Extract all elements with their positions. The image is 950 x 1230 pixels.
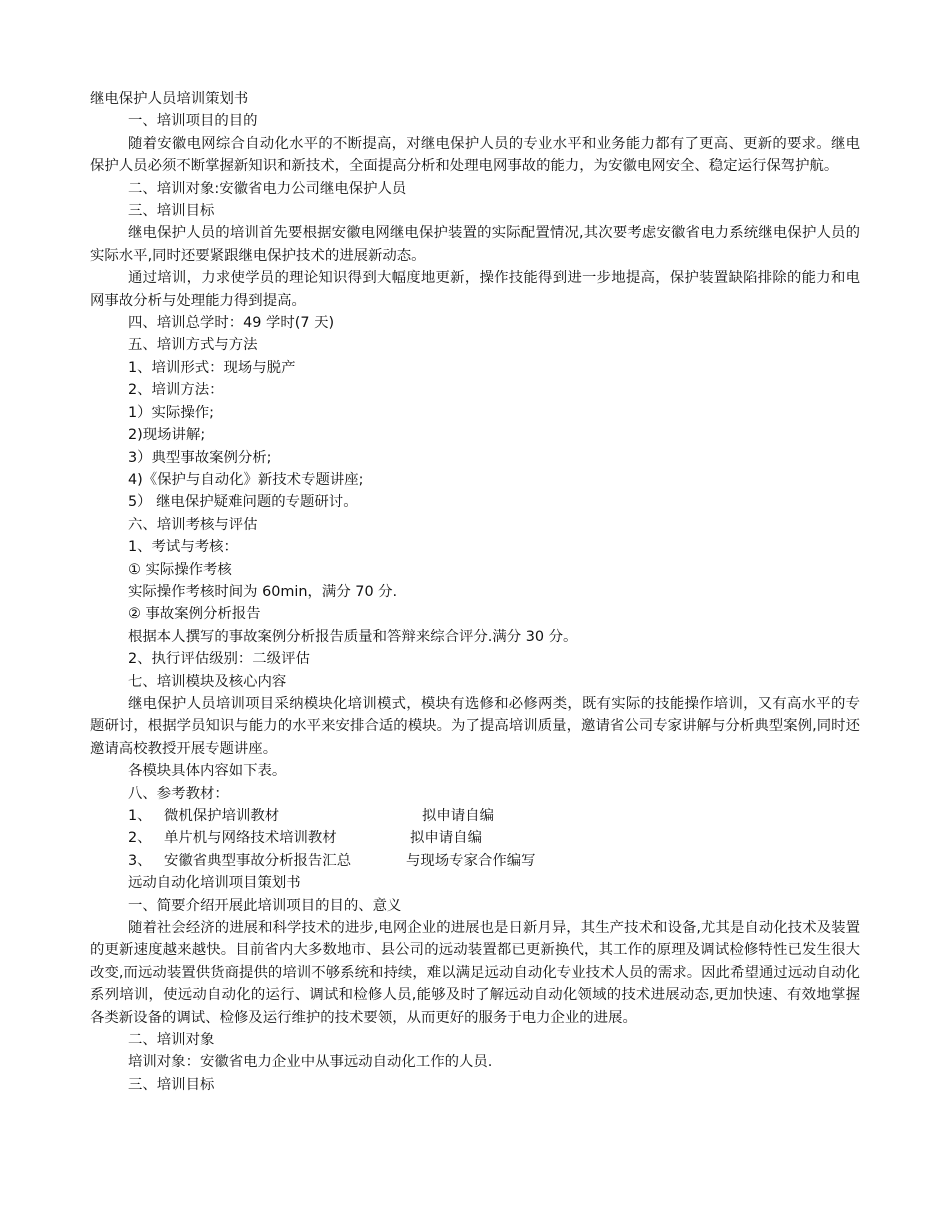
- list-item-eval-level: 2、执行评估级别：二级评估: [128, 651, 310, 668]
- list-item-exam-1-desc: 实际操作考核时间为 60min，满分 70 分.: [128, 583, 398, 600]
- paragraph-modules: 继电保护人员培训项目采纳模块化培训模式，模块有选修和必修两类，既有实际的技能操作培训，又有高水平的专题研讨，根据学员知识与能力的水平来安排合适的模块。为了提高培训质量，邀请省公司专家讲解与分析典型案例,同时还邀请高校教授开展专题讲座。: [90, 695, 860, 757]
- section-heading-goals: 三、培训目标: [128, 203, 215, 220]
- list-item-method-1: 1）实际操作;: [128, 404, 214, 421]
- list-item-method-5: 5） 继电保护疑难问题的专题研讨。: [128, 494, 358, 511]
- reference-name: 单片机与网络技术培训教材: [164, 830, 337, 847]
- reference-name: 安徽省典型事故分析报告汇总: [164, 852, 352, 869]
- paragraph-goals-1: 继电保护人员的培训首先要根据安徽电网继电保护装置的实际配置情况,其次要考虑安徽省电力系统继电保护人员的实际水平,同时还要紧跟继电保护技术的进展新动态。: [90, 225, 860, 264]
- list-item-training-form: 1、培训形式：现场与脱产: [128, 359, 296, 376]
- paragraph-purpose: 随着安徽电网综合自动化水平的不断提高，对继电保护人员的专业水平和业务能力都有了更高、更新的要求。继电保护人员必须不断掌握新知识和新技术，全面提高分析和处理电网事故的能力，为安徽电网安全、稳定运行保驾护航。: [90, 135, 860, 175]
- list-item-training-method: 2、培训方法：: [128, 382, 224, 399]
- reference-number: 3、: [128, 852, 152, 869]
- reference-number: 1、: [128, 808, 152, 824]
- list-item-exam-2: ② 事故案例分析报告: [128, 606, 261, 623]
- reference-name: 微机保护培训教材: [164, 808, 280, 824]
- doc2-section-heading-audience: 二、培训对象: [128, 1032, 215, 1049]
- doc2-audience-text: 培训对象：安徽省电力企业中从事远动自动化工作的人员.: [128, 1054, 493, 1071]
- section-heading-modules: 七、培训模块及核心内容: [128, 673, 287, 690]
- reference-number: 2、: [128, 830, 152, 847]
- document-page: [90, 88, 860, 1096]
- list-item-method-3: 3）典型事故案例分析;: [128, 449, 272, 466]
- reference-item: [90, 805, 860, 827]
- list-item-exam-1: ① 实际操作考核: [128, 561, 232, 578]
- doc2-section-heading-purpose: 一、简要介绍开展此培训项目的目的、意义: [128, 897, 402, 914]
- section-heading-audience: 二、培训对象:安徽省电力公司继电保护人员: [128, 180, 407, 197]
- section-heading-purpose: 一、培训项目的目的: [128, 113, 258, 130]
- reference-item: [90, 827, 860, 849]
- list-item-exam-2-desc: 根据本人撰写的事故案例分析报告质量和答辩来综合评分.满分 30 分。: [128, 628, 578, 645]
- modules-table-note: 各模块具体内容如下表。: [128, 763, 287, 780]
- section-heading-hours: 四、培训总学时：49 学时(7 天): [128, 315, 335, 332]
- list-item-exam: 1、考试与考核：: [128, 539, 238, 556]
- list-item-method-4: 4)《保护与自动化》新技术专题讲座;: [128, 471, 364, 488]
- section-heading-references: 八、参考教材：: [128, 785, 229, 802]
- paragraph-goals-2: 通过培训，力求使学员的理论知识得到大幅度地更新，操作技能得到进一步地提高，保护装置缺陷排除的能力和电网事故分析与处理能力得到提高。: [90, 270, 860, 309]
- reference-item: [90, 850, 860, 872]
- reference-source: 与现场专家合作编写: [406, 852, 536, 869]
- doc2-paragraph-purpose: 随着社会经济的进展和科学技术的进步,电网企业的进展也是日新月异，其生产技术和设备,尤其是自动化技术及装置的更新速度越来越快。目前省内大多数地市、县公司的远动装置都已更新换代，其工作的原理及调试检修特性已发生很大改变,而远动装置供货商提供的培训不够系统和持续，难以满足远动自动化专业技术人员的需求。因此希望通过远动自动化系列培训，使远动自动化的运行、调试和检修人员,能够及时了解远动自动化领域的技术进展动态,更加快速、有效地掌握各类新设备的调试、检修及运行维护的技术要领，从而更好的服务于电力企业的进展。: [90, 920, 860, 1026]
- reference-source: 拟申请自编: [410, 830, 482, 847]
- document-2-title: 远动自动化培训项目策划书: [128, 875, 301, 892]
- section-heading-methods: 五、培训方式与方法: [128, 337, 258, 354]
- document-title: 继电保护人员培训策划书: [90, 91, 249, 107]
- reference-source: 拟申请自编: [422, 808, 494, 824]
- doc2-section-heading-goals: 三、培训目标: [128, 1076, 215, 1093]
- section-heading-assessment: 六、培训考核与评估: [128, 516, 258, 533]
- list-item-method-2: 2)现场讲解;: [128, 427, 206, 444]
